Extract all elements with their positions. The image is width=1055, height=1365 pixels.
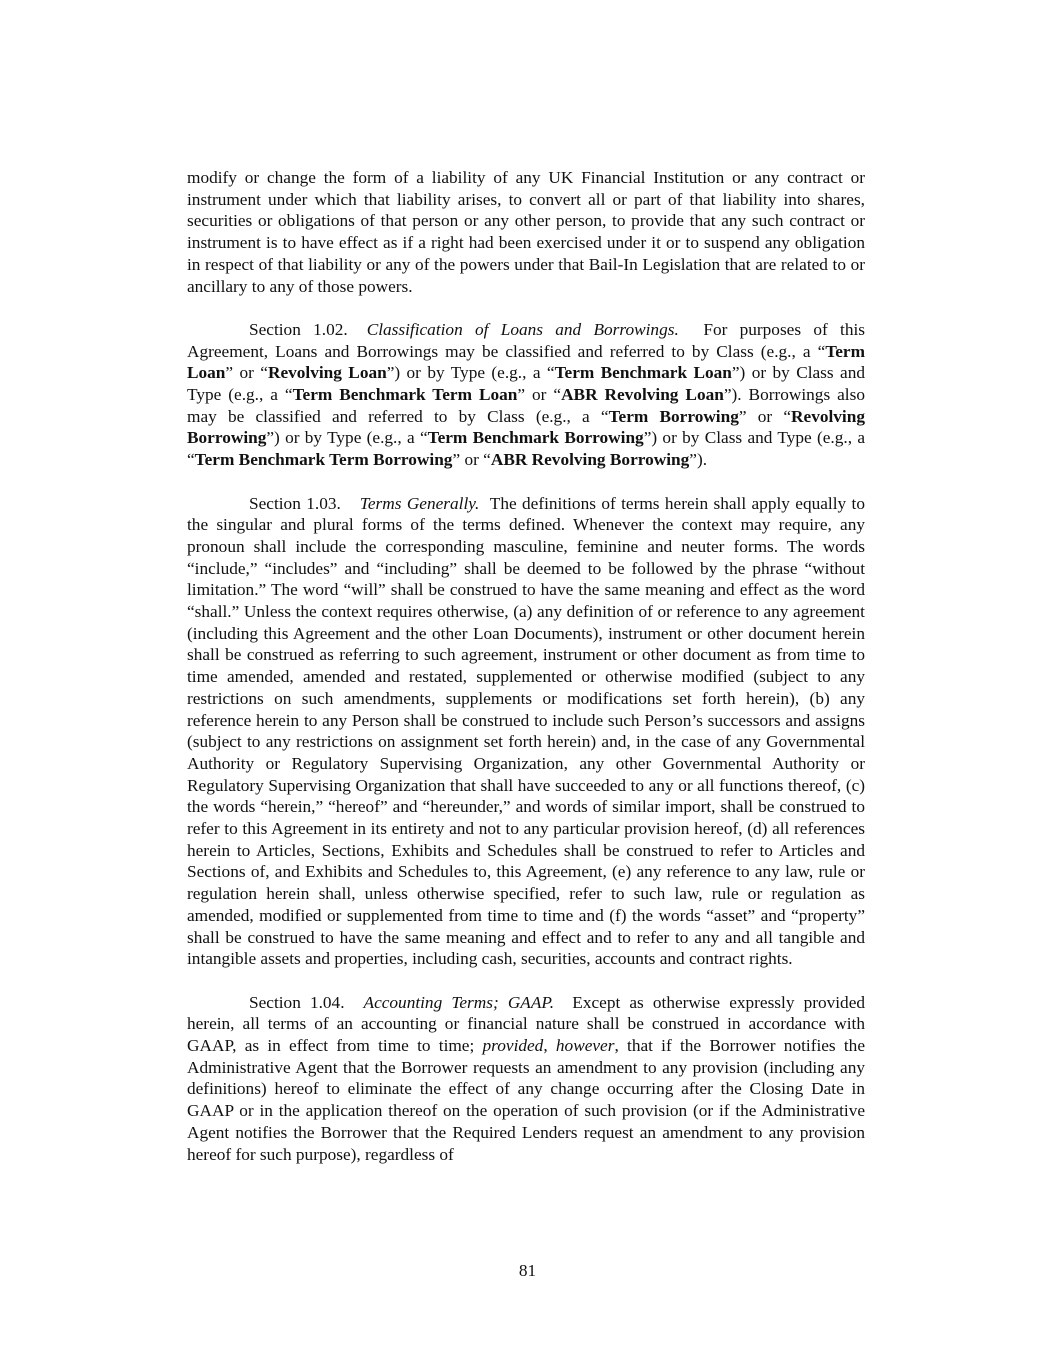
section-1-03 bbox=[187, 493, 865, 970]
defined-term: Revolving Borrowing bbox=[187, 406, 865, 448]
body-text: For purposes of this Agreement, Loans and Borrowings may be classified and referred to by Class (e.g., a “ bbox=[187, 319, 866, 361]
body-text: ”) or by Type (e.g., a “ bbox=[266, 428, 428, 448]
body-text: ” or “ bbox=[738, 406, 792, 426]
defined-term: Revolving Loan bbox=[267, 363, 387, 383]
defined-term: ABR Revolving Borrowing bbox=[490, 450, 690, 470]
section-title: Accounting Terms; GAAP. bbox=[363, 992, 555, 1012]
section-title: Classification of Loans and Borrowings. bbox=[366, 319, 679, 339]
section-number: Section 1.03. bbox=[249, 493, 341, 513]
section-number: Section 1.02. bbox=[249, 319, 348, 339]
body-text: , bbox=[543, 1036, 556, 1056]
defined-term: Term Loan bbox=[187, 341, 865, 383]
body-text: Except as otherwise expressly provided herein, all terms of an accounting or financial nature shall be construed in accordance with GAAP, as in effect from time to time; bbox=[187, 992, 866, 1056]
defined-term: Term Borrowing bbox=[608, 406, 739, 426]
defined-term: Term Benchmark Term Loan bbox=[292, 385, 518, 405]
body-text: ” or “ bbox=[452, 450, 491, 470]
paragraph-bail-in-continuation: modify or change the form of a liability of any UK Financial Institution or any contract or instrument under which that liability arises, to convert all or part of that liability into shares, securities or obligations of that person or any other person, to provide that any such contract or instrument is to have effect as if a right had been exercised under it or to suspend any obligation in respect of that liability or any of the powers under that Bail-In Legislation that are related to or ancillary to any of those powers. bbox=[187, 168, 865, 296]
body-text: ” or “ bbox=[517, 385, 562, 405]
italic-term: provided bbox=[482, 1036, 544, 1056]
body-text: ”) or by Class and Type (e.g., a “ bbox=[187, 363, 865, 405]
defined-term: ABR Revolving Loan bbox=[561, 385, 724, 405]
body-text: ”) or by Class and Type (e.g., a “ bbox=[187, 428, 865, 470]
defined-term: Term Benchmark Term Borrowing bbox=[194, 450, 453, 470]
section-1-02 bbox=[187, 319, 865, 471]
body-text: ”). bbox=[689, 450, 708, 470]
body-text: ”). Borrowings also may be classified and referred to by Class (e.g., a “ bbox=[187, 385, 865, 426]
section-number: Section 1.04. bbox=[249, 992, 345, 1012]
defined-term: Term Benchmark Loan bbox=[554, 363, 732, 383]
body-text: The definitions of terms herein shall apply equally to the singular and plural forms of the terms defined. Whenever the context may require, any pronoun shall include the corresponding masculine, feminine and neuter forms. The words “include,” “includes” and “including” shall be deemed to be followed by the phrase “without limitation.” The word “will” shall be construed to have the same meaning and effect as the word “shall.” Unless the context requires otherwise, (a) any definition of or reference to any agreement (including this Agreement and the other Loan Documents), instrument or other document herein shall be construed as referring to such agreement, instrument or other document as from time to time amended, amended and restated, supplemented or otherwise modified (subject to any restrictions on such amendments, supplements or modifications set forth herein), (b) any reference herein to any Person shall be construed to include such Person’s successors and assigns (subject to any restrictions on assignment set forth herein) and, in the case of any Governmental Authority or Regulatory Supervising Organization, any other Governmental Authority or Regulatory Supervising Organization that shall have succeeded to any or all functions thereof, (c) the words “herein,” “hereof” and “hereunder,” and words of similar import, shall be construed to refer to this Agreement in its entirety and not to any particular provision hereof, (d) all references herein to Articles, Sections, Exhibits and Schedules shall be construed to refer to Articles and Sections of, and Exhibits and Schedules to, this Agreement, (e) any reference to any law, rule or regulation herein shall, unless otherwise specified, refer to such law, rule or regulation as amended, modified or supplemented from time to time and (f) the words “asset” and “property” shall be construed to have the same meaning and effect and to refer to any and all tangible and intangible assets and properties, including cash, securities, accounts and contract rights. bbox=[187, 493, 865, 969]
body-text: ”) or by Type (e.g., a “ bbox=[386, 363, 555, 383]
document-page bbox=[187, 167, 865, 1165]
defined-term: Term Benchmark Borrowing bbox=[427, 428, 644, 448]
section-1-04 bbox=[187, 992, 865, 1166]
body-text: ” or “ bbox=[225, 363, 268, 383]
body-text: , that if the Borrower notifies the Administrative Agent that the Borrower requests an amendment to any provision (including any definitions) hereof to eliminate the effect of any change occurring after the Closing Date in GAAP or in the application thereof on the operation of such provision (or if the Administrative Agent notifies the Borrower that the Required Lenders request an amendment to any provision hereof for such purpose), regardless of bbox=[187, 1036, 865, 1164]
section-title: Terms Generally. bbox=[359, 493, 480, 513]
page-number: 81 bbox=[518, 1261, 537, 1280]
italic-term: however bbox=[555, 1036, 615, 1056]
